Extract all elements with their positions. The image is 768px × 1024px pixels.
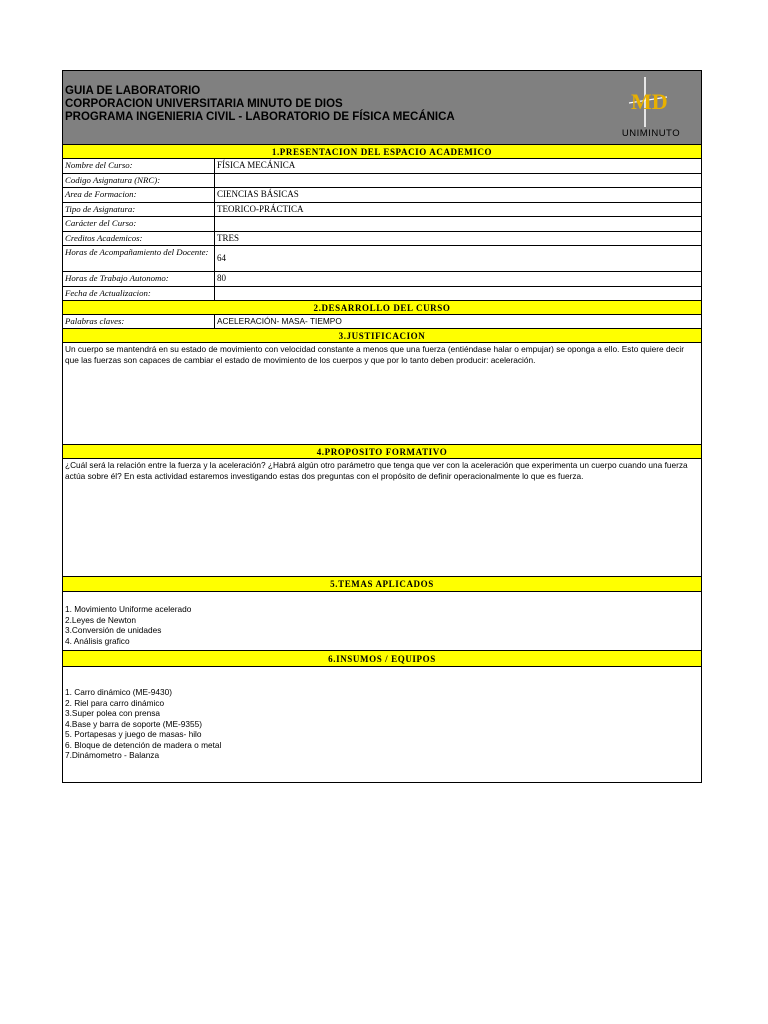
md-cross-icon [605,75,697,129]
list-item: 4.Base y barra de soporte (ME-9355) [65,718,202,729]
topics-list [63,592,701,651]
purpose-text: ¿Cuál será la relación entre la fuerza y la aceleración? ¿Habrá algún otro parámetro que tenga que ver con la aceleración que experimenta un cuerpo cuando una fuerza actúa sobre él? En esta actividad estaremos investigando estas dos preguntas con el propósito de definir operacionalmente lo que es fuerza. [63,459,701,577]
row-value-type: TEORICO-PRÁCTICA [217,203,304,214]
row-label-area: Area de Formacion: [63,188,215,202]
row-value-area: CIENCIAS BÁSICAS [217,189,299,199]
uniminuto-logo [605,75,697,141]
header-line-program: PROGRAMA INGENIERIA CIVIL - LABORATORIO DE FÍSICA MECÁNICA [65,111,455,123]
header-line-university: CORPORACION UNIVERSITARIA MINUTO DE DIOS [65,98,343,110]
table-row [63,272,701,287]
row-value-course-name: FÍSICA MECÁNICA [217,160,296,170]
row-value-credits: TRES [217,232,240,243]
list-item: 1. Movimiento Uniforme acelerado [65,604,192,614]
row-value-teacher-hours: 64 [217,253,226,263]
list-item: 6. Bloque de detención de madera o metal [65,739,222,750]
table-row [63,174,701,189]
row-label-course-name: Nombre del Curso: [63,159,215,173]
table-row [63,287,701,301]
row-label-teacher-hours: Horas de Acompañamiento del Docente: [63,246,215,271]
list-item: 1. Carro dinámico (ME-9430) [65,687,172,697]
table-row [63,232,701,247]
row-label-autonomous-hours: Horas de Trabajo Autonomo: [63,272,215,286]
table-row [63,315,701,329]
table-row [63,217,701,232]
section-title-presentacion: 1.PRESENTACION DEL ESPACIO ACADEMICO [63,145,701,159]
justification-text: Un cuerpo se mantendrá en su estado de movimiento con velocidad constante a menos que una fuerza (entiéndase halar o empujar) se oponga a ello. Esto quiere decir que las fuerzas son capaces de cambiar el estado de movimiento de los cuerpos y que por lo tanto deben producir: aceleración. [63,343,701,445]
list-item: 2. Riel para carro dinámico [65,697,165,708]
table-row [63,246,701,272]
section-title-proposito: 4.PROPOSITO FORMATIVO [63,445,701,459]
row-label-type: Tipo de Asignatura: [63,203,215,217]
document-header [63,71,701,145]
row-value-character [215,217,701,231]
row-value-course-code [215,174,701,188]
list-item: 5. Portapesas y juego de masas- hilo [65,729,202,739]
section-title-insumos: 6.INSUMOS / EQUIPOS [63,651,701,667]
row-value-update-date [215,287,701,300]
list-item: 2.Leyes de Newton [65,614,137,625]
row-label-course-code: Codigo Asignatura (NRC): [63,174,215,188]
row-label-keywords: Palabras claves: [63,315,215,328]
row-label-update-date: Fecha de Actualizacion: [63,287,215,300]
header-line-guide: GUIA DE LABORATORIO [65,85,201,97]
row-label-character: Carácter del Curso: [63,217,215,231]
list-item: 3.Super polea con prensa [65,708,161,718]
logo-wordmark: UNIMINUTO [621,128,681,139]
row-value-keywords: ACELERACIÓN- MASA- TIEMPO [217,316,342,326]
table-row [63,159,701,174]
equipment-list [63,667,701,782]
list-item: 4. Análisis grafico [65,635,130,646]
section-title-desarrollo: 2.DESARROLLO DEL CURSO [63,301,701,315]
section-title-temas: 5.TEMAS APLICADOS [63,577,701,592]
section-title-justificacion: 3.JUSTIFICACION [63,329,701,343]
table-row [63,188,701,203]
row-label-credits: Creditos Academicos: [63,232,215,246]
header-title [65,85,455,124]
table-row [63,203,701,218]
lab-guide-sheet [62,70,702,783]
list-item: 7.Dinámometro - Balanza [65,750,160,760]
list-item: 3.Conversión de unidades [65,625,162,635]
row-value-autonomous-hours: 80 [217,273,226,283]
logo-mark: MD [631,89,668,114]
